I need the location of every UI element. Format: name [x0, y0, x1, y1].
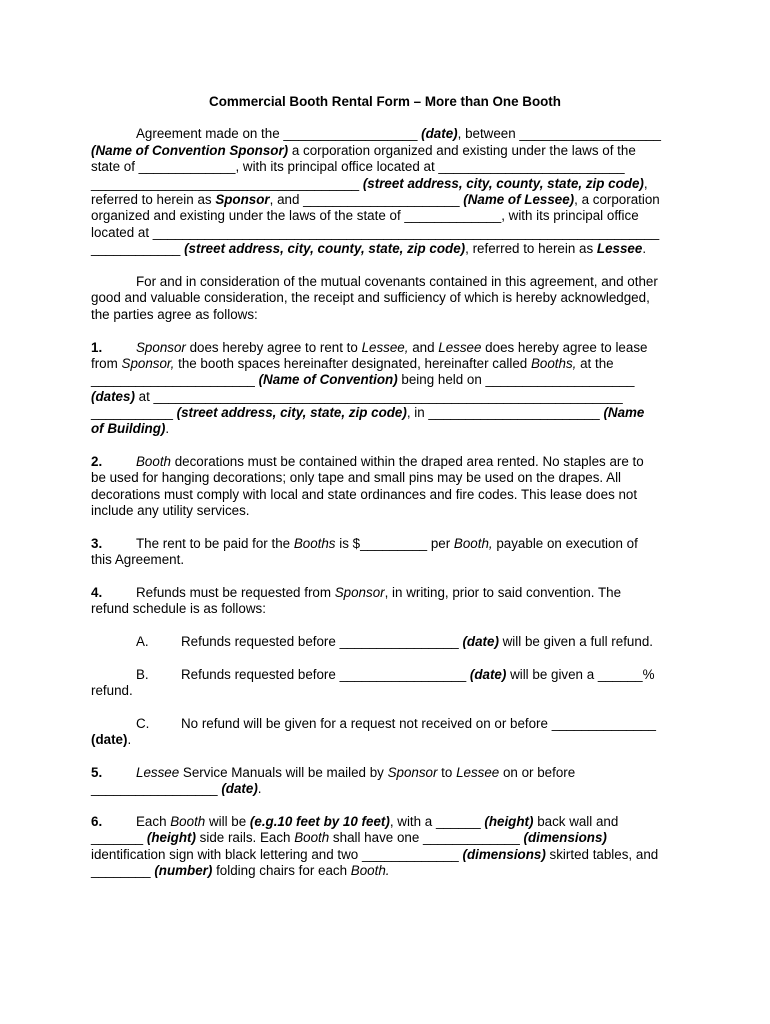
section-number: 5. — [91, 765, 103, 780]
refund-item-a: A. Refunds requested before ________________ (date) will be given a full refund. — [136, 634, 653, 649]
section-number: 1. — [91, 340, 103, 355]
section-number: 3. — [91, 536, 103, 551]
section-number: 4. — [91, 585, 103, 600]
section-number: 6. — [91, 814, 103, 829]
refund-item-c: C. No refund will be given for a request not received on or before ______________ — [136, 716, 656, 731]
document-page: Commercial Booth Rental Form – More than One Booth Agreement made on the __________________ (date), between ___________________ (Name of Convention Sponsor) a corporation organized and existing under the laws of the state of _____________, with its principal office located at _________________________ ____________________________________ (street address, city, county, state, zip code), referred to herein as Sponsor, and _____________________ (Name of Lessee), a corporation organized and existing under the laws of the state of _____________, with its principal office located at ____________________________________________________________________ ____________ (street address, city, county, state, zip code), referred to herein as Lessee. For and in consideration of the mutual covenants contained in this agreement, and other good and valuable consideration, the receipt and sufficiency of which is hereby acknowledged, the parties agree as follows: 1. Sponsor does hereby agree to rent to Lessee, and Lessee does hereby agree to lease from Sponsor, the booth spaces hereinafter designated, hereinafter called Booths, at the ______________________ (Name of Convention) being held on ____________________ (dates) at _______________________________________________________________ ___________ (street address, city, state, zip code), in _______________________ (Name of Building). 2. Booth decorations must be contained within the draped area rented. No staples are to be used for hanging decorations; only tape and small pins may be used on the drapes. All decorations must comply with local and state ordinances and fire codes. This lease does not include any utility services. 3. The rent to be paid for the Booths is $_________ per Booth, payable on execution of this Agreement. 4. Refunds must be requested from Sponsor, in writing, prior to said convention. The refund schedule is as follows: A. Refunds requested before ________________ (date) will be given a full refund. B. Refunds requested before _________________ (date) will be given a ______% refund. C. No refund will be given for a request not received on or before ______________ (date). 5. Lessee Service Manuals will be mailed by Sponsor to Lessee on or before _________________ (date). 6. Each Booth will be (e.g.10 feet by 10 feet), with a ______ (height) back wall and _______ (height) side rails. Each Booth shall have one _____________ (dimensions) identification sign with black lettering and two _____________ (dimensions) skirted tables, and ________ (number) folding chairs for each Booth. — [0, 0, 770, 1024]
document-title: Commercial Booth Rental Form – More than One Booth — [209, 94, 561, 109]
section-number: 2. — [91, 454, 103, 469]
refund-item-b: B. Refunds requested before _________________ (date) will be given a ______% — [136, 667, 655, 682]
